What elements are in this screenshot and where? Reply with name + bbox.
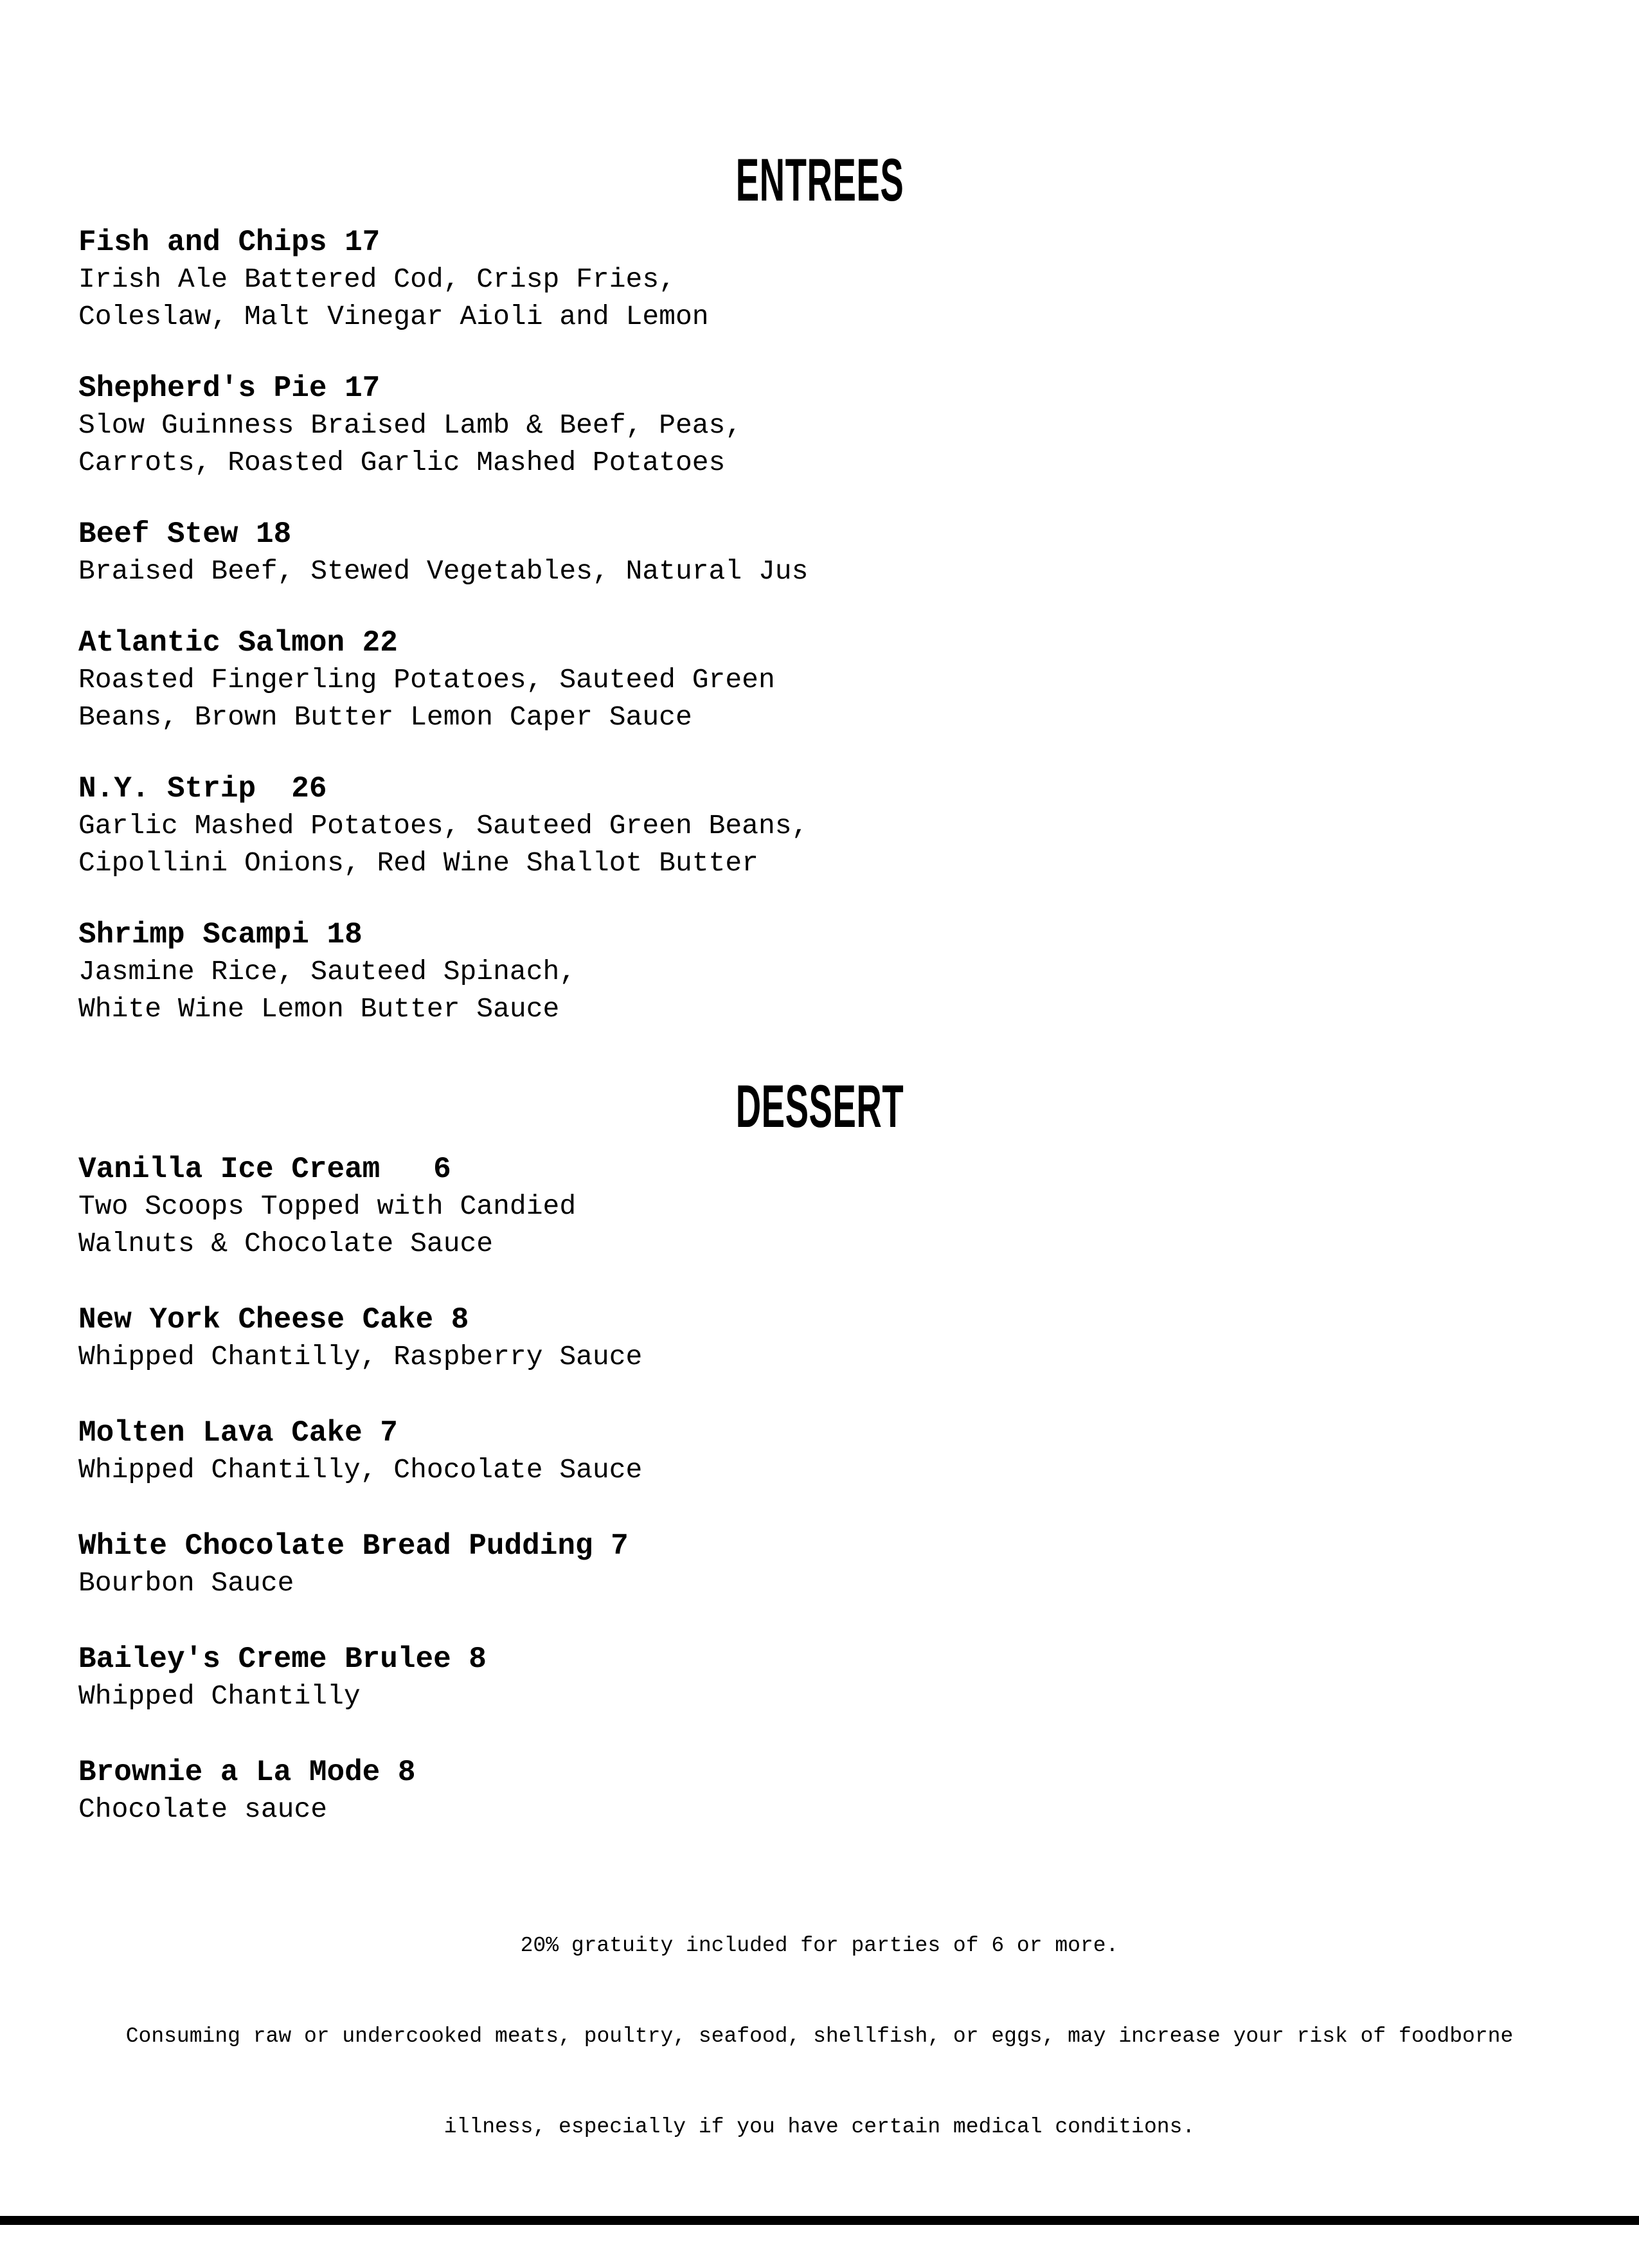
item-description-line: Carrots, Roasted Garlic Mashed Potatoes	[78, 447, 726, 478]
item-description-line: Braised Beef, Stewed Vegetables, Natural Jus	[78, 555, 809, 587]
item-title: White Chocolate Bread Pudding 7	[78, 1529, 629, 1563]
menu-item-ny-cheese-cake	[78, 1301, 1600, 1376]
footer-consumer-advisory-line-1: Consuming raw or undercooked meats, poultry, seafood, shellfish, or eggs, may increase your risk of foodborne	[125, 2024, 1514, 2048]
section-header-dessert	[0, 1073, 1639, 1139]
item-title: Molten Lava Cake 7	[78, 1416, 398, 1450]
item-description-line: Coleslaw, Malt Vinegar Aioli and Lemon	[78, 301, 709, 332]
menu-item-molten-lava-cake	[78, 1414, 1600, 1489]
item-title: Fish and Chips 17	[78, 226, 381, 259]
menu-item-ny-strip	[78, 770, 1600, 882]
item-title: Shrimp Scampi 18	[78, 918, 363, 951]
bottom-border-bar	[0, 2216, 1639, 2225]
item-description-line: Chocolate sauce	[78, 1794, 328, 1825]
section-header-entrees	[0, 147, 1639, 213]
item-description-line: Bourbon Sauce	[78, 1567, 294, 1599]
footer-gratuity-line: 20% gratuity included for parties of 6 or more.	[520, 1934, 1119, 1958]
item-title: N.Y. Strip 26	[78, 772, 327, 806]
item-title: Atlantic Salmon 22	[78, 626, 398, 660]
menu-item-baileys-creme-brulee	[78, 1641, 1600, 1715]
item-title: Beef Stew 18	[78, 518, 292, 551]
menu-item-beef-stew	[78, 516, 1600, 590]
menu-item-vanilla-ice-cream	[78, 1151, 1600, 1263]
entrees-item-list	[78, 224, 1600, 1028]
item-description-line: Cipollini Onions, Red Wine Shallot Butter	[78, 847, 758, 879]
item-title: Bailey's Creme Brulee 8	[78, 1643, 487, 1676]
section-header-dessert-label: DESSERT	[735, 1072, 904, 1140]
item-description-line: Whipped Chantilly, Raspberry Sauce	[78, 1341, 643, 1372]
menu-item-shepherds-pie	[78, 370, 1600, 482]
item-title: New York Cheese Cake 8	[78, 1303, 469, 1336]
menu-item-white-chocolate-bread-pudding	[78, 1527, 1600, 1602]
item-description-line: White Wine Lemon Butter Sauce	[78, 993, 560, 1025]
item-description-line: Slow Guinness Braised Lamb & Beef, Peas,	[78, 410, 742, 441]
item-description-line: Walnuts & Chocolate Sauce	[78, 1228, 494, 1259]
item-description-line: Beans, Brown Butter Lemon Caper Sauce	[78, 701, 692, 733]
item-description-line: Irish Ale Battered Cod, Crisp Fries,	[78, 264, 676, 295]
footer-consumer-advisory-line-2: illness, especially if you have certain medical conditions.	[443, 2115, 1196, 2139]
item-description-line: Two Scoops Topped with Candied	[78, 1191, 577, 1222]
item-description-line: Whipped Chantilly	[78, 1680, 361, 1712]
menu-item-fish-and-chips	[78, 224, 1600, 336]
item-title: Vanilla Ice Cream 6	[78, 1153, 451, 1186]
item-description-line: Jasmine Rice, Sauteed Spinach,	[78, 956, 577, 987]
item-description-line: Whipped Chantilly, Chocolate Sauce	[78, 1454, 643, 1486]
item-description-line: Garlic Mashed Potatoes, Sauteed Green Beans,	[78, 810, 809, 842]
item-description-line: Roasted Fingerling Potatoes, Sauteed Green	[78, 664, 775, 696]
menu-item-atlantic-salmon	[78, 624, 1600, 736]
menu-page	[0, 147, 1639, 2268]
section-header-entrees-label: ENTREES	[735, 146, 904, 213]
item-title: Shepherd's Pie 17	[78, 372, 381, 405]
footer-note	[0, 1870, 1639, 2202]
menu-item-shrimp-scampi	[78, 916, 1600, 1028]
dessert-item-list	[78, 1151, 1600, 1828]
menu-item-brownie-a-la-mode	[78, 1754, 1600, 1828]
item-title: Brownie a La Mode 8	[78, 1756, 416, 1789]
